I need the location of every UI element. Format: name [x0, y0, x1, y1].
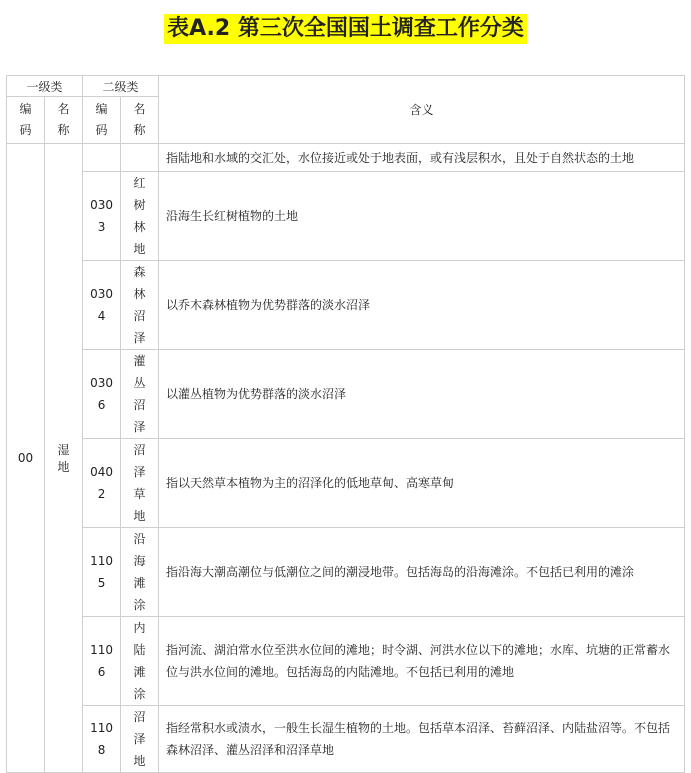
row-name: 沼 泽 地 — [121, 706, 159, 773]
header-row-1 — [7, 76, 685, 97]
row-meaning: 指沿海大潮高潮位与低潮位之间的潮浸地带。包括海岛的沿海滩涂。不包括已利用的滩涂 — [159, 528, 685, 617]
header-level1-name: 名 称 — [45, 97, 83, 144]
row-name: 内 陆 滩 涂 — [121, 617, 159, 706]
page-title: 表A.2 第三次全国国土调查工作分类 — [164, 14, 527, 44]
classification-table — [6, 75, 685, 773]
row-meaning: 以灌丛植物为优势群落的淡水沼泽 — [159, 350, 685, 439]
table-row — [7, 261, 685, 350]
row-name: 沼 泽 草 地 — [121, 439, 159, 528]
header-level1: 一级类 — [7, 76, 83, 97]
header-level2: 二级类 — [83, 76, 159, 97]
row-code: 030 4 — [83, 261, 121, 350]
table-row — [7, 617, 685, 706]
row-name: 沿 海 滩 涂 — [121, 528, 159, 617]
header-level2-code: 编 码 — [83, 97, 121, 144]
row-code: 110 8 — [83, 706, 121, 773]
header-meaning: 含义 — [159, 76, 685, 144]
level1-empty-code — [83, 144, 121, 172]
level1-empty-name — [121, 144, 159, 172]
level1-meaning: 指陆地和水域的交汇处，水位接近或处于地表面，或有浅层积水，且处于自然状态的土地 — [159, 144, 685, 172]
table-row — [7, 172, 685, 261]
table-row — [7, 706, 685, 773]
level1-row — [7, 144, 685, 172]
row-meaning: 沿海生长红树植物的土地 — [159, 172, 685, 261]
header-level1-code: 编 码 — [7, 97, 45, 144]
table-row — [7, 439, 685, 528]
row-code: 030 3 — [83, 172, 121, 261]
row-meaning: 指河流、湖泊常水位至洪水位间的滩地；时令湖、河洪水位以下的滩地；水库、坑塘的正常蓄水位与洪水位间的滩地。包括海岛的内陆滩地。不包括已利用的滩地 — [159, 617, 685, 706]
row-code: 110 6 — [83, 617, 121, 706]
row-code: 110 5 — [83, 528, 121, 617]
title-wrap — [0, 14, 691, 44]
level1-name: 湿 地 — [45, 144, 83, 773]
level1-code: 00 — [7, 144, 45, 773]
table-row — [7, 350, 685, 439]
row-name: 红 树 林 地 — [121, 172, 159, 261]
row-code: 040 2 — [83, 439, 121, 528]
row-name: 灌 丛 沼 泽 — [121, 350, 159, 439]
row-code: 030 6 — [83, 350, 121, 439]
header-level2-name: 名 称 — [121, 97, 159, 144]
row-meaning: 指经常积水或渍水，一般生长湿生植物的土地。包括草本沼泽、苔藓沼泽、内陆盐沼等。不包括森林沼泽、灌丛沼泽和沼泽草地 — [159, 706, 685, 773]
row-meaning: 以乔木森林植物为优势群落的淡水沼泽 — [159, 261, 685, 350]
table-row — [7, 528, 685, 617]
row-name: 森 林 沼 泽 — [121, 261, 159, 350]
row-meaning: 指以天然草本植物为主的沼泽化的低地草甸、高寒草甸 — [159, 439, 685, 528]
